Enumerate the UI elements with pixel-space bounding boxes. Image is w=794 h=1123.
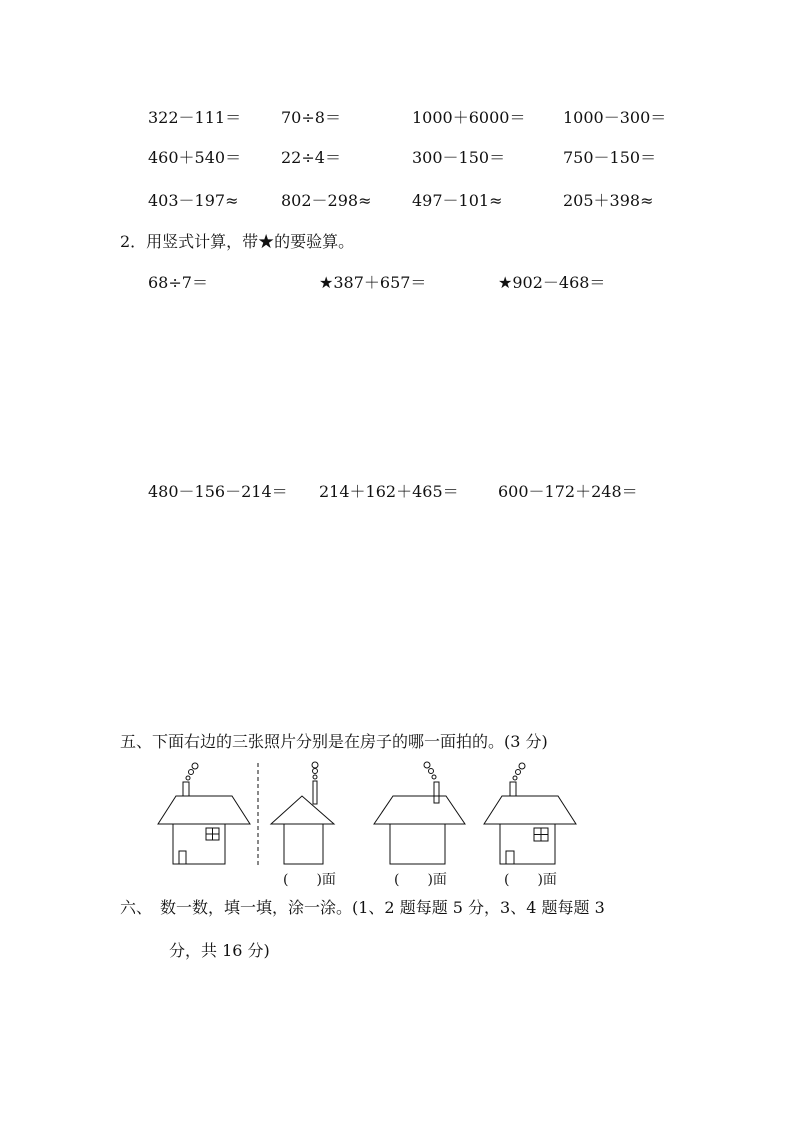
- q2-heading: 2．用竖式计算，带★的要验算。: [120, 232, 355, 251]
- problem: 322－111＝: [148, 108, 242, 127]
- problem: 497－101≈: [412, 191, 503, 210]
- problem: 600－172＋248＝: [498, 482, 638, 501]
- problem: 214＋162＋465＝: [319, 482, 459, 501]
- problem: 1000－300＝: [563, 108, 667, 127]
- problem: 750－150＝: [563, 148, 657, 167]
- problem: 22÷4＝: [281, 148, 341, 167]
- answer-blank-3[interactable]: ( )面: [504, 872, 557, 888]
- house-front-view-copy: [484, 763, 576, 864]
- problem: 802－298≈: [281, 191, 372, 210]
- house-side-view: [271, 762, 334, 864]
- problem: 1000＋6000＝: [412, 108, 526, 127]
- problem: 460＋540＝: [148, 148, 242, 167]
- problem: ★387＋657＝: [319, 273, 427, 292]
- house-back-view: [374, 762, 465, 864]
- section-5-heading: 五、下面右边的三张照片分别是在房子的哪一面拍的。(3 分): [120, 732, 548, 751]
- problem: 70÷8＝: [281, 108, 341, 127]
- problem: 205＋398≈: [563, 191, 654, 210]
- section-6-heading-line-1: 六、 数一数，填一填，涂一涂。(1、2 题每题 5 分，3、4 题每题 3: [120, 898, 605, 917]
- answer-blank-1[interactable]: ( )面: [283, 872, 336, 888]
- section-6-heading-line-2: 分，共 16 分): [169, 941, 270, 960]
- problem: 480－156－214＝: [148, 482, 288, 501]
- answer-blank-2[interactable]: ( )面: [394, 872, 447, 888]
- problem: 300－150＝: [412, 148, 506, 167]
- problem: 403－197≈: [148, 191, 239, 210]
- problem: 68÷7＝: [148, 273, 208, 292]
- problem: ★902－468＝: [498, 273, 606, 292]
- house-front-view: [158, 763, 250, 864]
